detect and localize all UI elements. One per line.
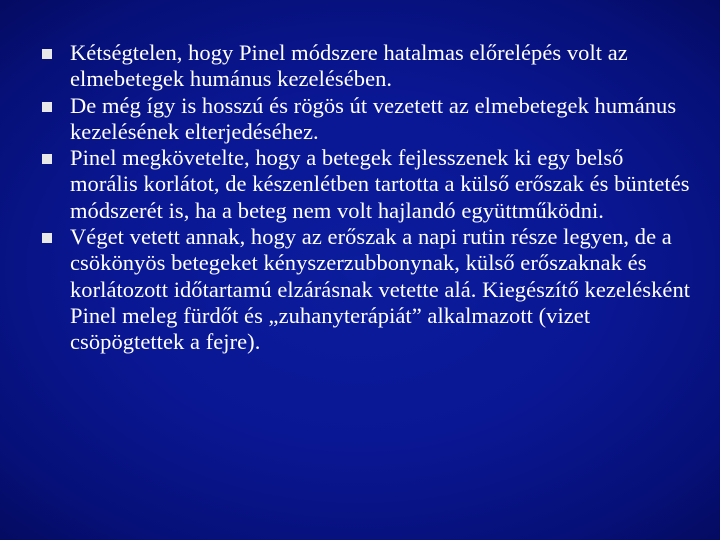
square-bullet-icon (42, 102, 52, 112)
bullet-item (42, 224, 692, 355)
square-bullet-icon (42, 49, 52, 59)
bullet-list (42, 40, 692, 356)
bullet-item (42, 40, 692, 93)
square-bullet-icon (42, 154, 52, 164)
bullet-item (42, 93, 692, 146)
bullet-text: Pinel megkövetelte, hogy a betegek fejlesszenek ki egy belső morális korlátot, de készenlétben tartotta a külső erőszak és büntetés módszerét is, ha a beteg nem volt hajlandó együttműködni. (70, 145, 690, 223)
bullet-item (42, 145, 692, 224)
bullet-text: De még így is hosszú és rögös út vezetett az elmebetegek humánus kezelésének elterjedéséhez. (70, 92, 677, 144)
bullet-text: Véget vetett annak, hogy az erőszak a napi rutin része legyen, de a csökönyös betegeket kényszerzubbonynak, külső erőszaknak és korlátozott időtartamú elzárásnak vetette alá. Kiegészítő kezelésként Pinel meleg fürdőt és „zuhanyterápiát” alkalmazott (vizet csöpögtettek a fejre). (70, 224, 691, 355)
bullet-text: Kétségtelen, hogy Pinel módszere hatalmas előrelépés volt az elmebetegek humánus kezelésében. (70, 40, 628, 92)
square-bullet-icon (42, 233, 52, 243)
